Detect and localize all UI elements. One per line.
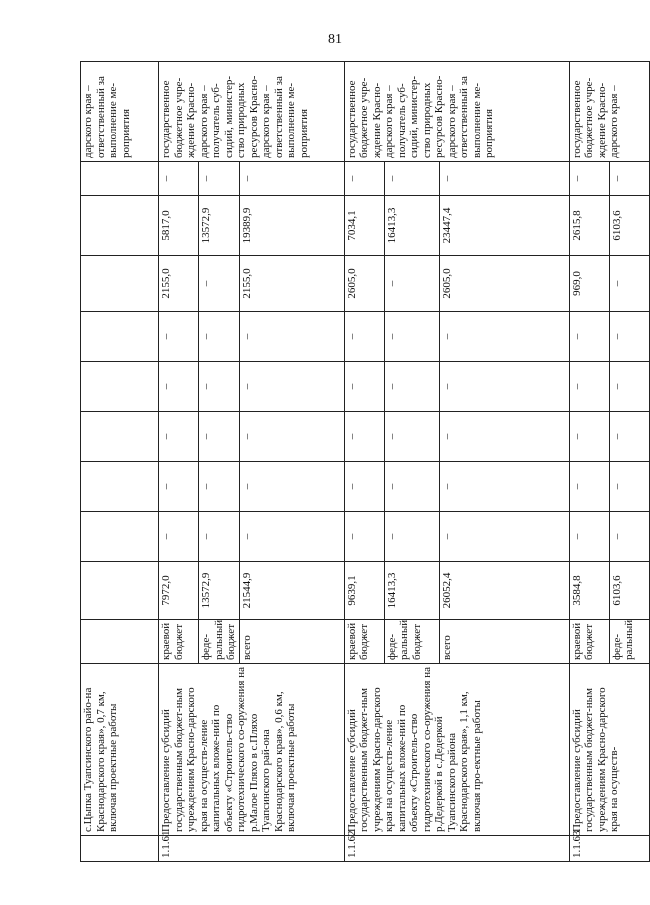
year-value: – [159, 512, 199, 562]
empty-cell [81, 620, 159, 664]
empty-cell [81, 312, 159, 362]
table-row [569, 62, 609, 862]
year-value: – [569, 162, 609, 196]
year-value: – [569, 362, 609, 412]
executor-cell: дарского края – ответственный за выполнение ме-роприятия [81, 62, 159, 162]
year-value: – [159, 362, 199, 412]
year-value: – [199, 362, 240, 412]
empty-cell [81, 512, 159, 562]
year-value: – [239, 462, 344, 512]
year-value: – [439, 362, 569, 412]
table-row [159, 62, 199, 862]
year-value: 2615,8 [569, 196, 609, 256]
year-value: 23447,4 [439, 196, 569, 256]
year-value: – [384, 162, 439, 196]
measure-number: 1.1.63 [569, 836, 649, 862]
empty-cell [81, 362, 159, 412]
year-value: – [439, 312, 569, 362]
year-value: – [439, 462, 569, 512]
funding-source: феде-ральный бюджет [199, 620, 240, 664]
funding-source: всего [239, 620, 344, 664]
executor-cell: государственное бюджетное учре-ждение Красно-дарского края – получатель суб-сидий, министер-ство природных ресурсов Красно-дарского края – ответственный за выполнение ме-роприятия [159, 62, 345, 162]
budget-table [80, 61, 650, 862]
year-value: 5817,0 [159, 196, 199, 256]
year-value: – [439, 512, 569, 562]
total-value: 13572,9 [199, 562, 240, 620]
year-value: – [609, 162, 649, 196]
year-value: – [239, 362, 344, 412]
empty-cell [81, 412, 159, 462]
executor-cell: государственное бюджетное учре-ждение Красно-дарского края – [569, 62, 649, 162]
year-value: – [159, 312, 199, 362]
year-value: – [344, 162, 384, 196]
year-value: 16413,3 [384, 196, 439, 256]
year-value: – [239, 312, 344, 362]
year-value: – [344, 462, 384, 512]
year-value: – [384, 256, 439, 312]
rotated-page-area [80, 62, 635, 862]
total-value: 16413,3 [384, 562, 439, 620]
page-number: 81 [328, 32, 342, 47]
total-value: 26052,4 [439, 562, 569, 620]
year-value: – [344, 512, 384, 562]
year-value: – [159, 462, 199, 512]
year-value: – [384, 312, 439, 362]
year-value: 969,0 [569, 256, 609, 312]
year-value: – [159, 162, 199, 196]
year-value: – [609, 256, 649, 312]
year-value: – [569, 412, 609, 462]
empty-cell [81, 256, 159, 312]
year-value: – [344, 312, 384, 362]
measure-number: 1.1.62 [344, 836, 569, 862]
year-value: – [239, 162, 344, 196]
year-value: – [384, 412, 439, 462]
measure-description: Предоставление субсидий государственным бюджет-ным учреждениям Красно-дарского края на осуществ- [569, 664, 649, 836]
table-rotated [80, 62, 635, 862]
year-value: – [199, 256, 240, 312]
funding-source: феде-ральный [609, 620, 649, 664]
year-value: – [569, 462, 609, 512]
year-value: – [199, 512, 240, 562]
year-value: – [569, 512, 609, 562]
year-value: – [609, 312, 649, 362]
total-value: 21544,9 [239, 562, 344, 620]
year-value: 2605,0 [439, 256, 569, 312]
measure-description: Предоставление субсидий государственным бюджет-ным учреждениям Красно-дарского края на осуществ-ление капитальных вложе-ний по объекту «Строитель-ство гидротехнического со-оружения на р.Малое Пляхо в с.Пляхо Туапсинского рай-она Краснодарского края», 0,6 км, включая проектные работы [159, 664, 345, 836]
year-value: – [384, 362, 439, 412]
year-value: – [199, 312, 240, 362]
total-value: 7972,0 [159, 562, 199, 620]
measure-description: Предоставление субсидий государственным бюджет-ным учреждениям Красно-дарского края на осуществ-ление капитальных вложе-ний по объекту «Строитель-ство гидротехнического со-оружения на р.Дедеркой в с.Дедеркой Туапсинского района Краснодарского края», 1,1 км, включая про-ектные работы [344, 664, 569, 836]
year-value: – [159, 412, 199, 462]
year-value: 13572,9 [199, 196, 240, 256]
empty-cell [81, 562, 159, 620]
year-value: – [609, 412, 649, 462]
year-value: – [439, 162, 569, 196]
year-value: – [239, 412, 344, 462]
empty-cell [81, 462, 159, 512]
year-value: 6103,6 [609, 196, 649, 256]
empty-cell [81, 196, 159, 256]
year-value: 2155,0 [239, 256, 344, 312]
total-value: 9639,1 [344, 562, 384, 620]
funding-source: феде-ральный бюджет [384, 620, 439, 664]
executor-cell: государственное бюджетное учре-ждение Красно-дарского края – получатель суб-сидий, министер-ство природных ресурсов Красно-дарского края – ответственный за выполнение ме-роприятия [344, 62, 569, 162]
funding-source: краевой бюджет [344, 620, 384, 664]
table-row [81, 62, 159, 862]
year-value: 2605,0 [344, 256, 384, 312]
num-cell [81, 836, 159, 862]
funding-source: всего [439, 620, 569, 664]
total-value: 3584,8 [569, 562, 609, 620]
total-value: 6103,6 [609, 562, 649, 620]
description-cell: с.Цыпка Туапсинского райо-на Краснодарского края», 0,7 км, включая проектные работы [81, 664, 159, 836]
year-value: – [609, 362, 649, 412]
year-value: – [344, 362, 384, 412]
year-value: – [344, 412, 384, 462]
year-value: – [199, 162, 240, 196]
year-value: – [239, 512, 344, 562]
year-value: – [439, 412, 569, 462]
year-value: – [609, 512, 649, 562]
table-row [344, 62, 384, 862]
year-value: 7034,1 [344, 196, 384, 256]
year-value: – [199, 462, 240, 512]
year-value: – [609, 462, 649, 512]
funding-source: краевой бюджет [159, 620, 199, 664]
year-value: – [569, 312, 609, 362]
year-value: – [199, 412, 240, 462]
empty-cell [81, 162, 159, 196]
year-value: 2155,0 [159, 256, 199, 312]
year-value: – [384, 462, 439, 512]
measure-number: 1.1.61 [159, 836, 345, 862]
year-value: – [384, 512, 439, 562]
year-value: 19389,9 [239, 196, 344, 256]
funding-source: краевой бюджет [569, 620, 609, 664]
